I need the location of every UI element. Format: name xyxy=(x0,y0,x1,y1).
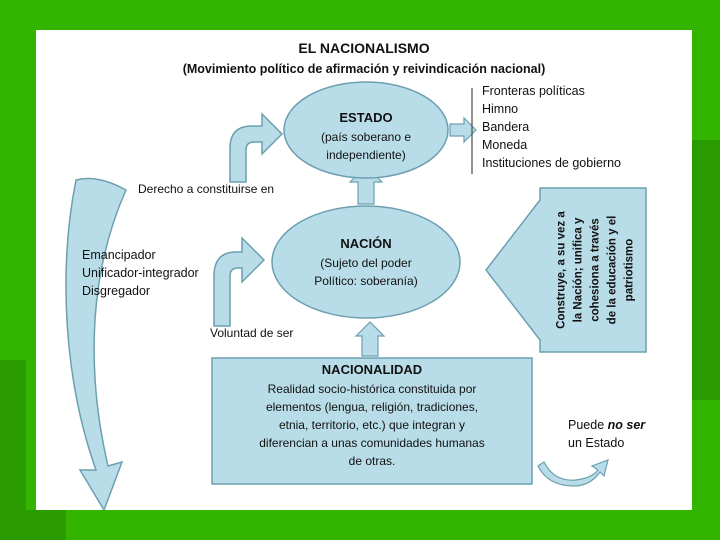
puede-line1 xyxy=(568,418,645,432)
role-disgregador: Disgregador xyxy=(82,284,151,298)
bent-arrow-to-estado xyxy=(230,114,282,182)
estado-desc-line1: (país soberano e xyxy=(320,130,412,144)
puede-line2: un Estado xyxy=(568,436,625,450)
slide xyxy=(36,30,692,510)
role-emancipador: Emancipador xyxy=(82,248,156,262)
estado-element-himno: Himno xyxy=(482,102,519,116)
estado-title: ESTADO xyxy=(339,110,393,125)
puede-emphasis: no ser xyxy=(607,418,646,432)
nacionalidad-line: etnia, territorio, etc.) que integran y xyxy=(278,418,466,432)
side-text-block xyxy=(548,192,644,348)
side-text-rotator xyxy=(554,192,639,348)
background-stripe-left xyxy=(0,360,26,540)
nacionalidad-line: Realidad socio-histórica constituida por xyxy=(267,382,477,396)
background-stripe-right xyxy=(692,140,720,400)
nacionalidad-title: NACIONALIDAD xyxy=(321,362,423,377)
side-text-line: patriotismo xyxy=(623,238,636,302)
estado-element-moneda: Moneda xyxy=(482,138,528,152)
estado-element-fronteras: Fronteras políticas xyxy=(482,84,585,98)
background-stripe-bottom xyxy=(26,510,66,540)
nacionalidad-line: diferencian a unas comunidades humanas xyxy=(259,436,485,450)
puede-text: Puede xyxy=(568,418,608,432)
derecho-label: Derecho a constituirse en xyxy=(138,182,275,196)
role-unificador: Unificador-integrador xyxy=(82,266,199,280)
page-subtitle: (Movimiento político de afirmación y reivindicación nacional) xyxy=(182,62,546,76)
nacion-desc-line2: Político: soberanía) xyxy=(314,274,418,288)
voluntad-label: Voluntad de ser xyxy=(210,326,294,340)
nacionalidad-line: elementos (lengua, religión, tradiciones, xyxy=(265,400,479,414)
side-text-line: de la educación y el xyxy=(606,215,619,325)
side-text-line: Construye, a su vez a xyxy=(555,211,568,329)
estado-element-instituciones: Instituciones de gobierno xyxy=(482,156,621,170)
side-text-line: la Nación; unifica y xyxy=(572,217,585,323)
nacion-desc-line1: (Sujeto del poder xyxy=(320,256,412,270)
page-title: EL NACIONALISMO xyxy=(298,40,430,56)
estado-desc-line2: independiente) xyxy=(326,148,406,162)
curved-arrow-small xyxy=(538,460,608,486)
bent-arrow-to-nacion xyxy=(214,238,264,326)
nacion-title: NACIÓN xyxy=(340,236,392,251)
side-text-line: cohesiona a través xyxy=(589,218,602,322)
left-curved-arrow xyxy=(66,178,126,510)
arrow-nacionalidad-to-nacion xyxy=(356,322,384,356)
estado-element-bandera: Bandera xyxy=(482,120,530,134)
nacionalidad-line: de otras. xyxy=(348,454,396,468)
